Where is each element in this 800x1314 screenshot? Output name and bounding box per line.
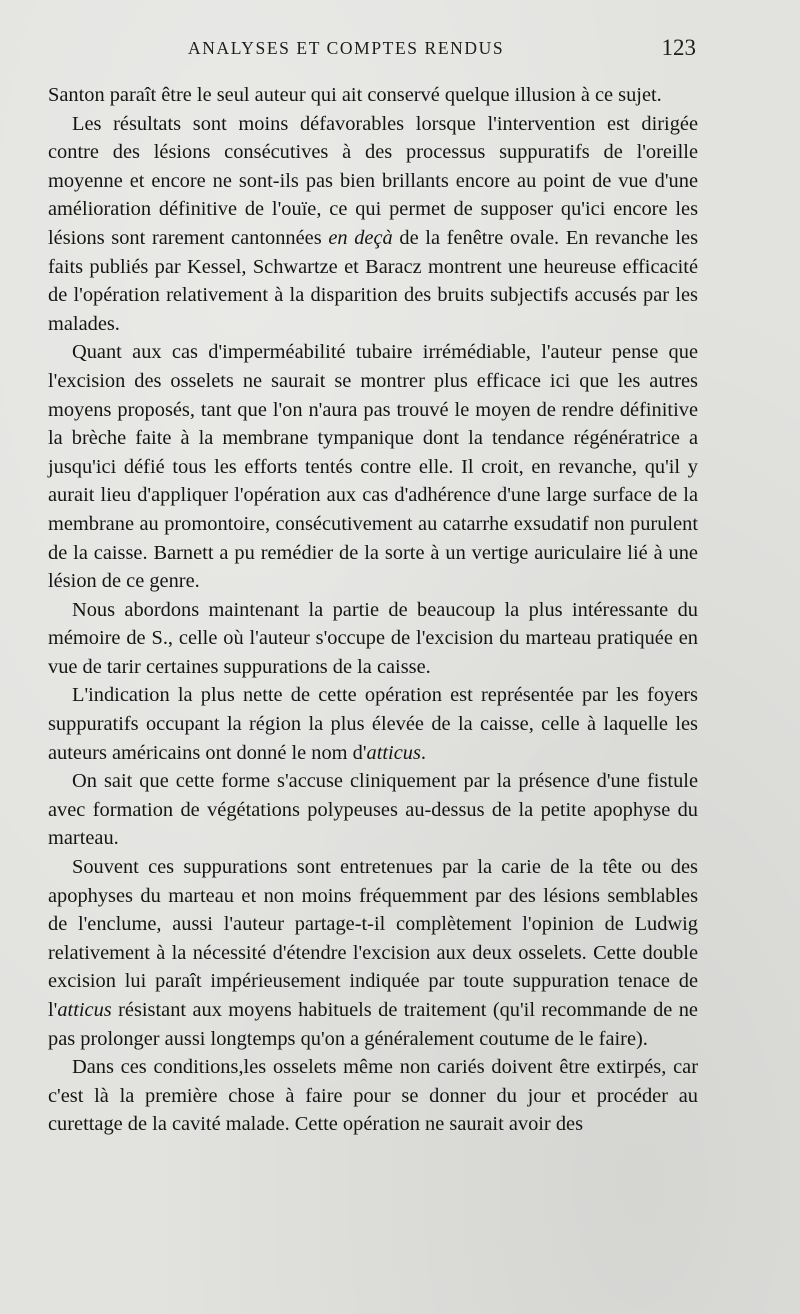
italic-term: atticus [366, 741, 421, 764]
paragraph [48, 81, 698, 110]
italic-term: en deçà [328, 226, 393, 249]
paragraph [48, 338, 698, 595]
paragraph [48, 681, 698, 767]
text-run: de la fenêtre ovale. En revanche les faits publiés par Kessel, Schwartze et Baracz montrent une heureuse efficacité de l'opération relativement à la disparition des bruits subjectifs accusés par les malades. [48, 226, 699, 335]
text-run: Nous abordons maintenant la partie de beaucoup la plus intéressante du mémoire de S., celle où l'auteur s'occupe de l'excision du marteau pratiquée en vue de tarir certaines suppurations de la caisse. [48, 598, 698, 678]
header-title: ANALYSES ET COMPTES RENDUS [188, 38, 505, 58]
paragraph [48, 853, 698, 1053]
running-head [48, 35, 696, 66]
text-run: Dans ces conditions,les osselets même non cariés doivent être extirpés, car c'est là la première chose à faire pour se donner du jour et procéder au curettage de la cavité malade. Cette opération ne saurait avoir des [48, 1056, 698, 1136]
paragraph [48, 110, 698, 339]
paragraph [48, 1053, 698, 1139]
text-run: On sait que cette forme s'accuse cliniquement par la présence d'une fistule avec formation de végétations polypeuses au-dessus de la petite apophyse du marteau. [48, 770, 698, 850]
text-run: résistant aux moyens habituels de traitement (qu'il recommande de ne pas prolonger aussi longtemps qu'on a généralement coutume de le faire). [48, 999, 698, 1050]
text-run: . [420, 741, 426, 764]
text-run: Quant aux cas d'imperméabilité tubaire irrémédiable, l'auteur pense que l'excision des osselets ne saurait se montrer plus efficace ici que les autres moyens proposés, tant que l'on n'aura pas trouvé le moyen de rendre définitive la brèche faite à la membrane tympanique dont la tendance régénératrice a jusqu'ici défié tous les efforts tentés contre elle. Il croit, en revanche, qu'il y aurait lieu d'appliquer l'opération aux cas d'adhérence d'une large surface de la membrane au promontoire, consécutivement au catarrhe exsudatif non purulent de la caisse. Barnett a pu remédier de la sorte à un vertige auriculaire lié à une lésion de ce genre. [48, 341, 698, 593]
italic-term: atticus [57, 999, 112, 1021]
page-number: 123 [661, 35, 696, 60]
body-text [48, 81, 698, 1139]
paragraph [48, 767, 698, 853]
paragraph [48, 596, 698, 682]
text-run: Les résultats sont moins défavorables lorsque l'intervention est dirigée contre des lésions consécutives à des processus suppuratifs de l'oreille moyenne et encore ne sont-ils pas bien brillants encore au point de vue d'une amélioration définitive de l'ouïe, ce qui permet de supposer qu'ici encore les lésions sont rarement cantonnées [48, 112, 698, 249]
text-run: Souvent ces suppurations sont entretenues par la carie de la tête ou des apophyses du marteau et non moins fréquemment par des lésions semblables de l'enclume, aussi l'auteur partage-t-il complètement l'opinion de Ludwig relativement à la nécessité d'étendre l'excision aux deux osselets. Cette double excision lui paraît impérieusement indiquée par toute suppuration tenace de l' [48, 856, 698, 1021]
text-run: L'indication la plus nette de cette opération est représentée par les foyers suppuratifs occupant la région la plus élevée de la caisse, celle à laquelle les auteurs américains ont donné le nom d' [48, 684, 698, 764]
text-run: Santon paraît être le seul auteur qui ait conservé quelque illusion à ce sujet. [48, 84, 662, 106]
